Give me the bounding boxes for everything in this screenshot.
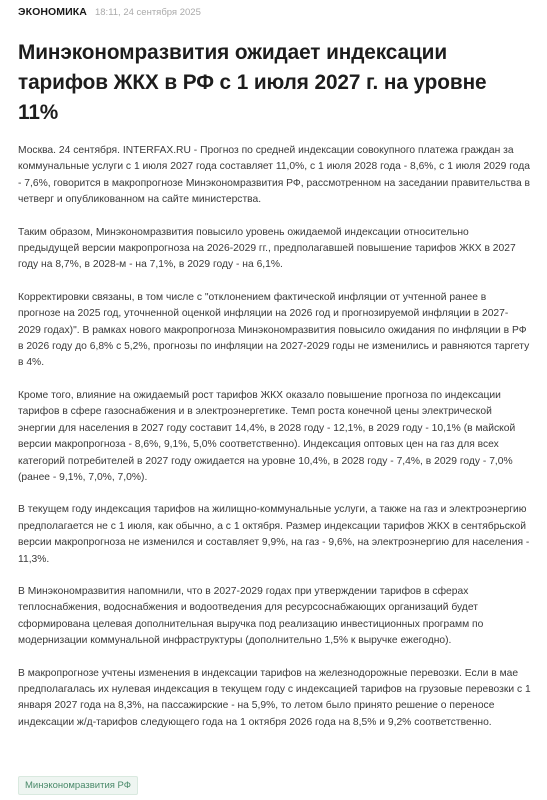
- article-paragraph: Корректировки связаны, в том числе с "отклонением фактической инфляции от учтенной ранее в прогнозе на 2025 год, уточненной оценкой инфляции на 2026 год и прогнозируемой инфляции в 2027-2029 годах)". В рамках нового макропрогноза Минэкономразвития повысило ожидания по инфляции в РФ в 2026 году до 6,8% с 5,2%, прогнозы по инфляции на 2027-2029 годы не изменились и равняются таргету в 4%.: [18, 291, 530, 369]
- article-title: Минэкономразвития ожидает индексации тарифов ЖКХ в РФ с 1 июля 2027 г. на уровне 11%: [18, 41, 487, 124]
- article-paragraph: В макропрогнозе учтены изменения в индексации тарифов на железнодорожные перевозки. Если в мае предполагалась их нулевая индексация в текущем году с индексацией тарифов на грузовые перевозки с 1 января 2027 года на 8,3%, на пассажирские - на 5,9%, то летом было принято решение о переносе индексации ж/д-тарифов следующего года на 1 октября 2026 года на 8,5% и 9,2% соответственно.: [18, 667, 531, 728]
- article-body: [18, 143, 531, 731]
- article-paragraph: В текущем году индексация тарифов на жилищно-коммунальные услуги, а также на газ и электроэнергию предполагается не с 1 июля, как обычно, а с 1 октября. Размер индексации тарифов ЖКХ в сентябрьской версии макропрогноза не изменился и составляет 9,9%, на газ - 9,6%, на электроэнергию для населения - 11,3%.: [18, 504, 530, 565]
- tag-link[interactable]: Минэкономразвития РФ: [18, 776, 138, 795]
- rubric-link[interactable]: ЭКОНОМИКА: [18, 6, 87, 18]
- article-paragraph: Таким образом, Минэкономразвития повысило уровень ожидаемой индексации относительно предыдущей версии макропрогноза на 2026-2029 гг., предполагавшей повышение тарифов ЖКХ в 2027 году на 8,7%, в 2028-м - на 7,1%, в 2029 году - на 6,1%.: [18, 226, 516, 271]
- article-paragraph: В Минэкономразвития напомнили, что в 2027-2029 годах при утверждении тарифов в сферах теплоснабжения, водоснабжения и водоотведения для ресурсоснабжающих организаций будет сформирована целевая дополнительная выручка под реализацию инвестиционных программ по модернизации коммунальной инфраструктуры (дополнительно 1,5% к выручке ежегодно).: [18, 585, 484, 647]
- article-paragraph: Москва. 24 сентября. INTERFAX.RU - Прогноз по средней индексации совокупного платежа граждан за коммунальные услуги с 1 июля 2027 года составляет 11,0%, с 1 июля 2028 года - 8,6%, с 1 июля 2029 года - 7,6%, говорится в макропрогнозе Минэкономразвития РФ, рассмотренном на заседании правительства в четверг и опубликованном на сайте министерства.: [18, 145, 531, 206]
- article-paragraph: Кроме того, влияние на ожидаемый рост тарифов ЖКХ оказало повышение прогноза по индексации тарифов в сфере газоснабжения и в электроэнергетике. Темп роста конечной цены электрической энергии для населения в 2027 году составит 14,4%, в 2028 году - 12,1%, в 2029 году - 10,1% (в майской версии макропрогноза - 8,6%, 9,1%, 5,0% соответственно). Индексация оптовых цен на газ для всех категорий потребителей в 2027 году ожидается на уровне 10,4%, в 2028 году - 7,4%, в 2029 году - 7,0% (ранее - 9,1%, 7,0%, 7,0%).: [18, 389, 516, 483]
- publish-timestamp: 18:11, 24 сентября 2025: [94, 7, 201, 18]
- article-meta: [18, 6, 531, 22]
